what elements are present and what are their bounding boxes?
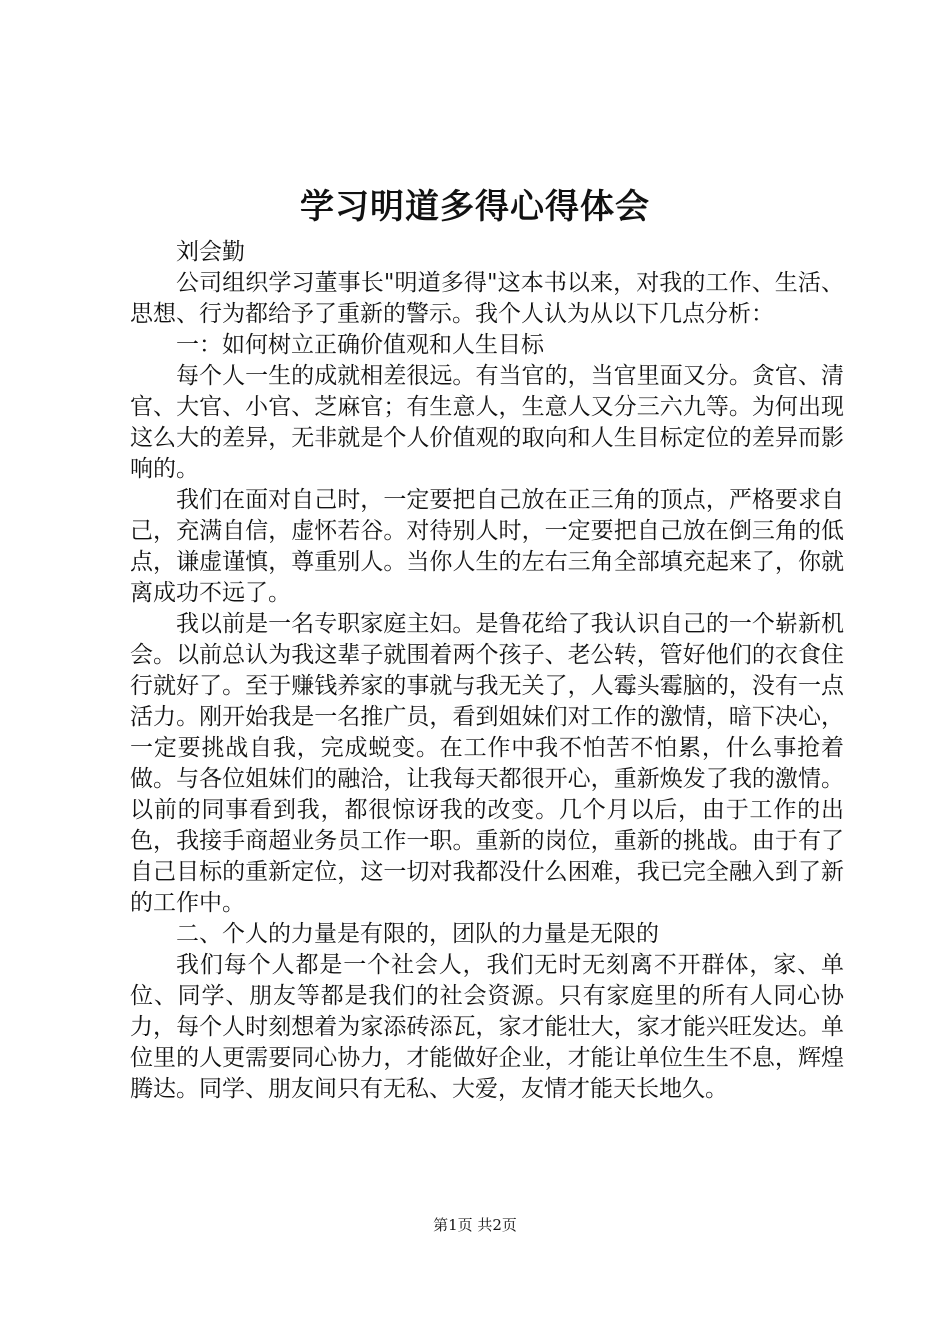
paragraph: 我以前是一名专职家庭主妇。是鲁花给了我认识自己的一个崭新机会。以前总认为我这辈子就围着两个孩子、老公转，管好他们的衣食住行就好了。至于赚钱养家的事就与我无关了，人霉头霉脑的，没有一点活力。刚开始我是一名推广员，看到姐妹们对工作的激情，暗下决心，一定要挑战自我，完成蜕变。在工作中我不怕苦不怕累，什么事抢着做。与各位姐妹们的融洽，让我每天都很开心，重新焕发了我的激情。以前的同事看到我，都很惊讶我的改变。几个月以后，由于工作的出色，我接手商超业务员工作一职。重新的岗位，重新的挑战。由于有了自己目标的重新定位，这一切对我都没什么困难，我已完全融入到了新的工作中。 — [130, 611, 844, 916]
author-line: 刘会勤 — [176, 239, 245, 265]
page-number: 第1页 共2页 — [433, 1216, 517, 1234]
paragraph: 每个人一生的成就相差很远。有当官的，当官里面又分。贪官、清官、大官、小官、芝麻官；有生意人，生意人又分三六九等。为何出现这么大的差异，无非就是个人价值观的取向和人生目标定位的差异而影响的。 — [130, 363, 844, 482]
paragraph-intro: 公司组织学习董事长"明道多得"这本书以来，对我的工作、生活、思想、行为都给予了重新的警示。我个人认为从以下几点分析： — [130, 270, 844, 327]
paragraph: 我们每个人都是一个社会人，我们无时无刻离不开群体，家、单位、同学、朋友等都是我们的社会资源。只有家庭里的所有人同心协力，每个人时刻想着为家添砖添瓦，家才能壮大，家才能兴旺发达。单位里的人更需要同心协力，才能做好企业，才能让单位生生不息，辉煌腾达。同学、朋友间只有无私、大爱，友情才能天长地久。 — [130, 952, 844, 1102]
section-heading-2: 二、个人的力量是有限的，团队的力量是无限的 — [176, 921, 659, 947]
document-title: 学习明道多得心得体会 — [300, 187, 650, 227]
document-body — [130, 237, 844, 1105]
paragraph: 我们在面对自己时，一定要把自己放在正三角的顶点，严格要求自己，充满自信，虚怀若谷。对待别人时，一定要把自己放在倒三角的低点，谦虚谨慎，尊重别人。当你人生的左右三角全部填充起来了，你就离成功不远了。 — [130, 487, 844, 606]
section-heading-1: 一：如何树立正确价值观和人生目标 — [176, 332, 544, 358]
